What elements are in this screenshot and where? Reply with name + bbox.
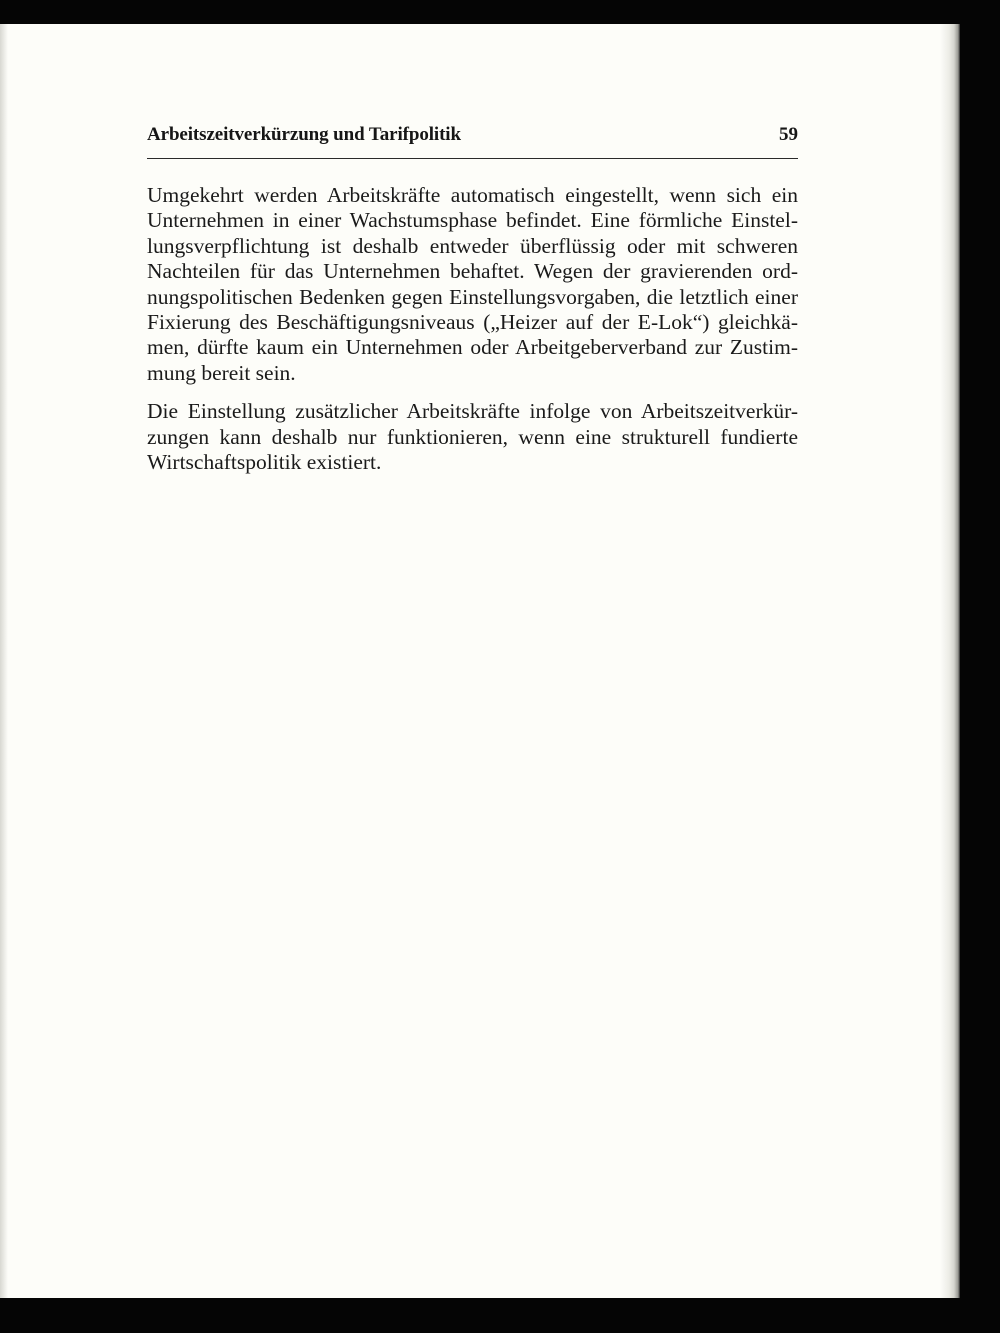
text-line: zungen kann deshalb nur funktionieren, wenn eine strukturell fundierte (147, 424, 798, 449)
text-line: Umgekehrt werden Arbeitskräfte automatisch eingestellt, wenn sich ein (147, 183, 798, 207)
page-edge (940, 24, 960, 1298)
text-line: men, dürfte kaum ein Unternehmen oder Arbeitgeberverband zur Zustim- (147, 335, 798, 360)
text-line: nungspolitischen Bedenken gegen Einstellungsvorgaben, die letztlich einer (147, 284, 798, 309)
text-line: Fixierung des Beschäftigungsniveaus („Heizer auf der E-Lok“) gleichkä- (147, 310, 798, 335)
text-line: lungsverpflichtung ist deshalb entweder überflüssig oder mit schweren (147, 233, 798, 258)
paragraph-2 (147, 399, 798, 475)
running-head-title: Arbeitszeitverkürzung und Tarifpolitik (147, 124, 461, 145)
header-rule (147, 158, 798, 159)
text-line: Die Einstellung zusätzlicher Arbeitskräfte infolge von Arbeitszeitverkür- (147, 399, 798, 424)
body-text (147, 183, 798, 488)
text-line: Wirtschaftspolitik existiert. (147, 450, 382, 475)
text-line: Nachteilen für das Unternehmen behaftet. Wegen der gravierenden ord- (147, 259, 798, 284)
running-head (147, 124, 798, 154)
paragraph-1 (147, 183, 798, 386)
text-line: mung bereit sein. (147, 360, 296, 385)
page-number: 59 (779, 124, 798, 145)
binding-shadow (0, 24, 8, 1298)
text-line: Unternehmen in einer Wachstumsphase befindet. Eine förmliche Einstel- (147, 208, 798, 233)
